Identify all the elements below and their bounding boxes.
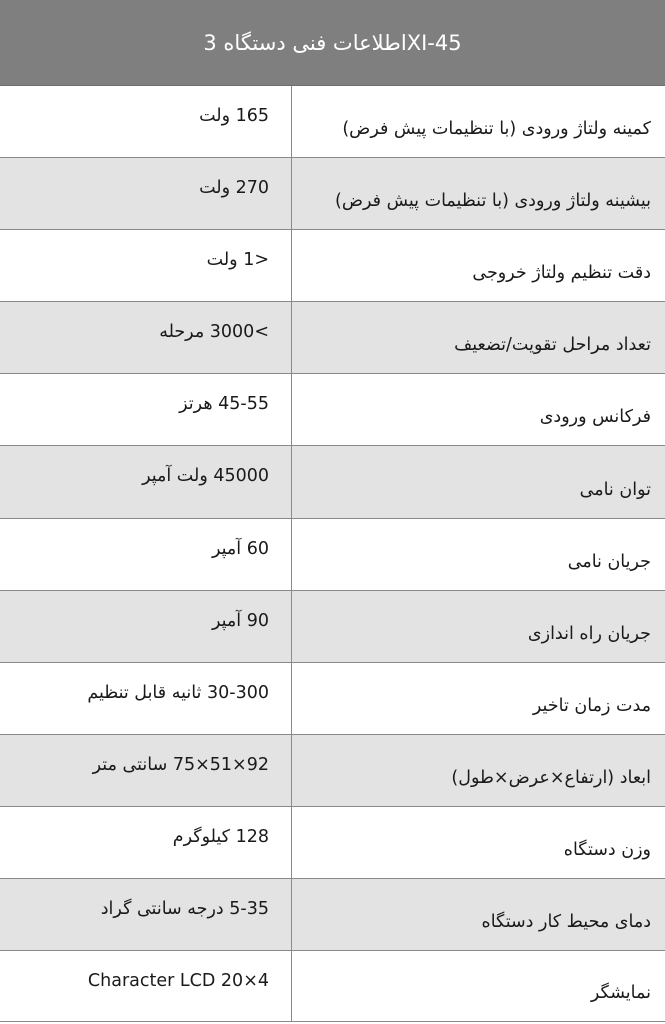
spec-value: 92×51×75 سانتی متر: [92, 755, 269, 775]
table-row: [0, 230, 665, 302]
spec-value: 45000 ولت آمپر: [142, 466, 269, 486]
spec-value: 60 آمپر: [211, 539, 269, 559]
table-row: [0, 591, 665, 663]
spec-label: تعداد مراحل تقویت/تضعیف: [291, 302, 665, 373]
spec-label: دمای محیط کار دستگاه: [291, 879, 665, 950]
table-row: [0, 302, 665, 374]
table-row: [0, 879, 665, 951]
spec-label: توان نامی: [291, 446, 665, 518]
table-row: [0, 374, 665, 446]
spec-label: بیشینه ولتاژ ورودی (با تنظیمات پیش فرض): [291, 158, 665, 229]
spec-value: 4×20 Character LCD: [87, 971, 269, 991]
table-row: [0, 158, 665, 230]
spec-label: کمینه ولتاژ ورودی (با تنظیمات پیش فرض): [291, 86, 665, 157]
page-title: اطلاعات فنی دستگاه 3XI-45: [0, 0, 665, 86]
spec-value: 90 آمپر: [211, 611, 269, 631]
spec-label: جریان راه اندازی: [291, 591, 665, 662]
spec-value: 45-55 هرتز: [179, 394, 269, 414]
spec-value: 5-35 درجه سانتی گراد: [100, 899, 269, 919]
spec-label: فرکانس ورودی: [291, 374, 665, 445]
spec-value: 128 کیلوگرم: [172, 827, 269, 847]
spec-label: مدت زمان تاخیر: [291, 663, 665, 734]
table-row: [0, 86, 665, 158]
table-row: [0, 735, 665, 807]
spec-value: 30-300 ثانیه قابل تنظیم: [87, 683, 269, 703]
spec-value: <1 ولت: [206, 250, 269, 270]
spec-value: >3000 مرحله: [159, 322, 269, 342]
table-row: [0, 807, 665, 879]
spec-label: ابعاد (ارتفاع×عرض×طول): [291, 735, 665, 806]
table-row: [0, 951, 665, 1022]
spec-label: دقت تنظیم ولتاژ خروجی: [291, 230, 665, 301]
table-row: [0, 446, 665, 519]
table-row: [0, 519, 665, 591]
spec-label: جریان نامی: [291, 519, 665, 590]
table-row: [0, 663, 665, 735]
spec-table: [0, 86, 665, 1022]
spec-value: 270 ولت: [199, 178, 269, 198]
spec-label: نمایشگر: [291, 951, 665, 1021]
spec-value: 165 ولت: [199, 106, 269, 126]
spec-label: وزن دستگاه: [291, 807, 665, 878]
